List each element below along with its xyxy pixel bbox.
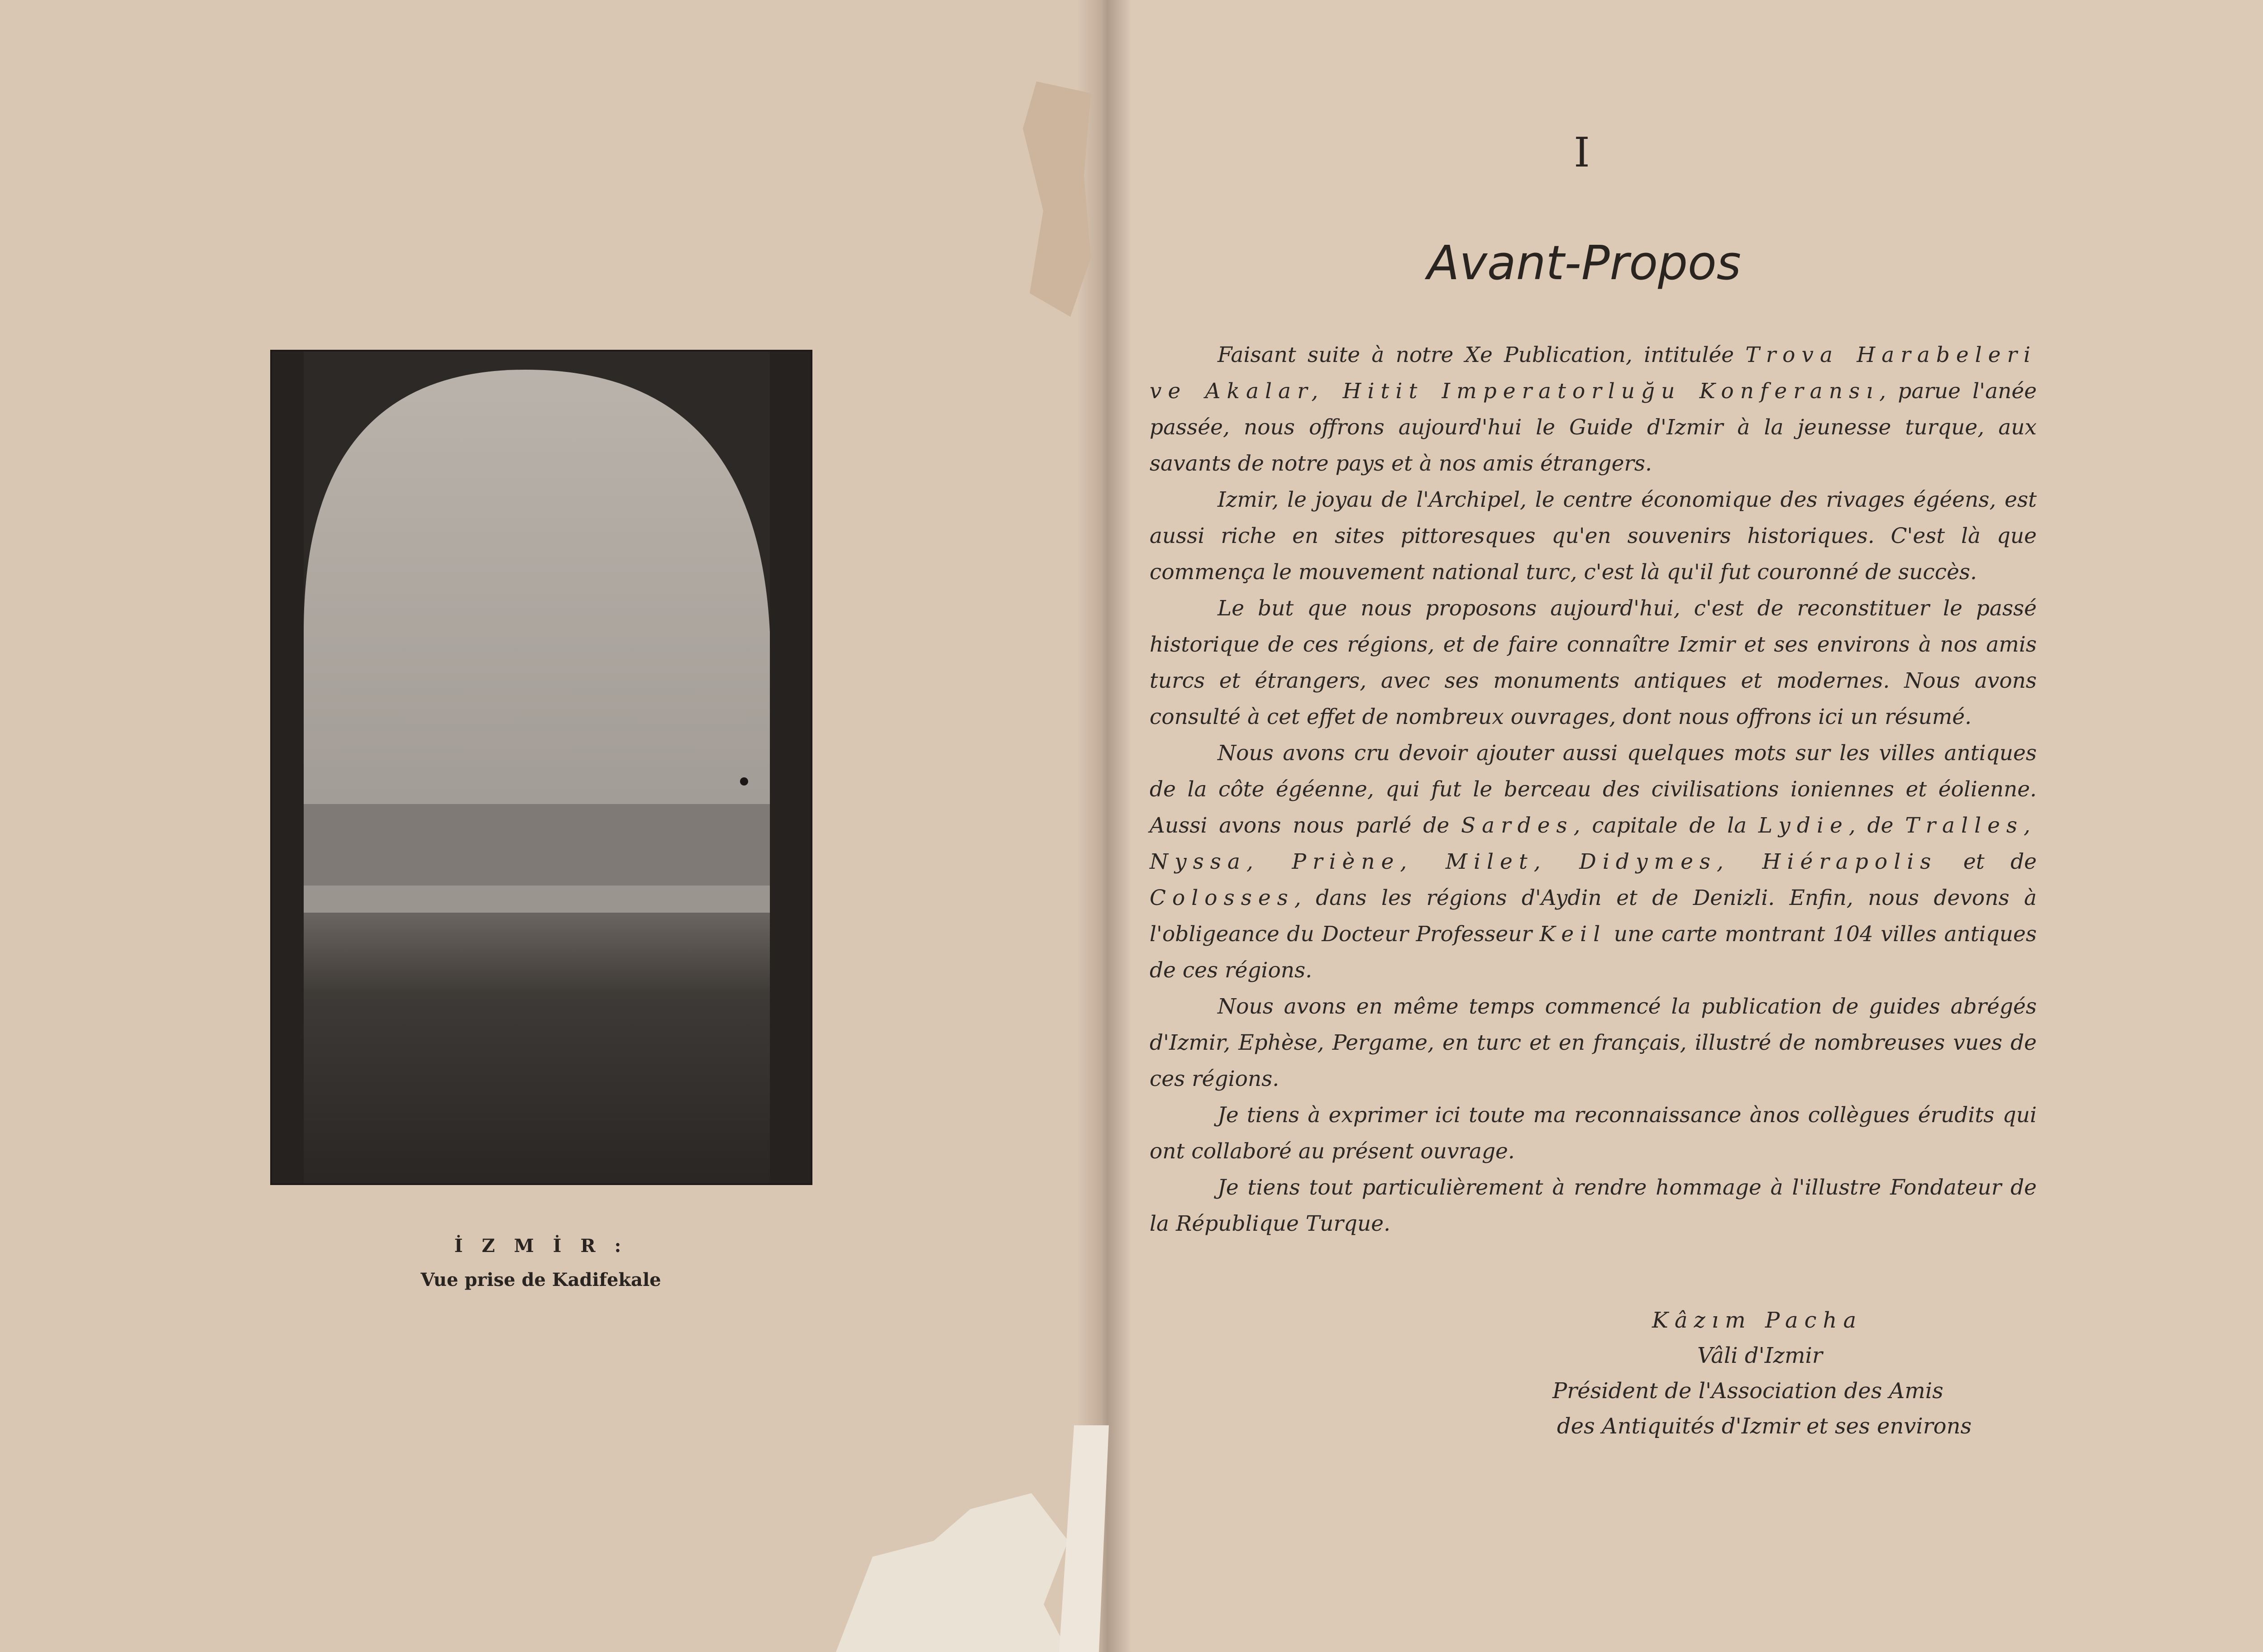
signature-position-continued: des Antiquités d'Izmir et ses environs: [1557, 1414, 1972, 1439]
paragraph: Le but que nous proposons aujourd'hui, c'est de reconstituer le passé historique de ces régions, et de faire connaître Izmir et ses environs à nos amis turcs et étrangers, avec ses monuments antiques et modernes. Nous avons consulté à cet effet de nombreux ouvrages, dont nous offrons ici un résumé.: [1150, 596, 2037, 729]
page-title: Avant-Propos: [1427, 235, 1741, 290]
paragraph: Faisant suite à notre Xe Publication, intitulée Trova Harabeleri ve Akalar, Hitit Imperatorluğu Konferansı, parue l'anée passée, nous offrons aujourd'hui le Guide d'Izmir à la jeunesse turque, aux savants de notre pays et à nos amis étrangers.: [1150, 343, 2037, 476]
photo-caption-view: Vue prise de Kadifekale: [420, 1269, 661, 1290]
chapter-number: I: [1574, 129, 1590, 176]
signature-position: Président de l'Association des Amis: [1552, 1378, 1943, 1404]
arch-view-image: [272, 352, 811, 1183]
signature-role: Vâli d'Izmir: [1697, 1343, 1823, 1368]
paragraph: Je tiens tout particulièrement à rendre hommage à l'illustre Fondateur de la République Turque.: [1150, 1175, 2037, 1236]
foreword-text: [1150, 337, 2037, 1242]
photo-caption-place: İ Z M İ R :: [454, 1235, 628, 1257]
paragraph: Izmir, le joyau de l'Archipel, le centre économique des rivages égéens, est aussi riche en sites pittoresques qu'en souvenirs historiques. C'est là que commença le mouvement national turc, c'est là qu'il fut couronné de succès.: [1150, 487, 2037, 585]
paragraph: Nous avons en même temps commencé la publication de guides abrégés d'Izmir, Ephèse, Pergame, en turc et en français, illustré de nombreuses vues de ces régions.: [1150, 994, 2037, 1091]
paragraph: Je tiens à exprimer ici toute ma reconnaissance ànos collègues érudits qui ont collaboré au présent ouvrage.: [1150, 1103, 2037, 1164]
paragraph: Nous avons cru devoir ajouter aussi quelques mots sur les villes antiques de la côte égéenne, qui fut le berceau des civilisations ioniennes et éolienne. Aussi avons nous parlé de Sardes, capitale de la Lydie, de Tralles, Nyssa, Priène, Milet, Didymes, Hiérapolis et de Colosses, dans les régions d'Aydin et de Denizli. Enfin, nous devons à l'obligeance du Docteur Professeur Keil une carte montrant 104 villes antiques de ces régions.: [1150, 741, 2037, 983]
signature-name: Kâzım Pacha: [1652, 1308, 1863, 1333]
izmir-photograph: [270, 350, 812, 1185]
